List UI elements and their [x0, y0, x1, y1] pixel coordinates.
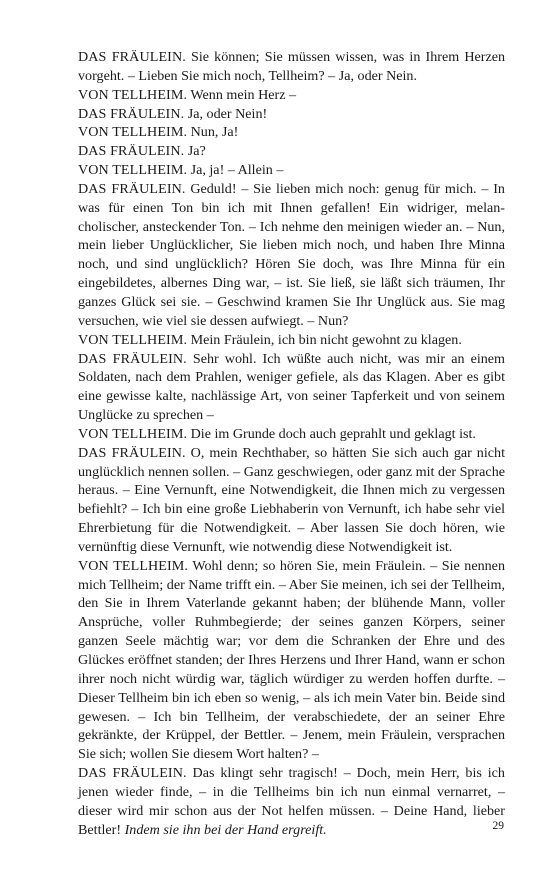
speech-text: Sehr wohl. Ich wüßte auch nicht, was mir an einem Soldaten, nach dem Prahlen, weniger gefiele, als das Klagen. Aber es gibt eine gewisse kalte, nachlässige Art, von seiner Tapferkeit und von seinem Unglücke zu sprechen – [78, 350, 506, 424]
speaker-name: DAS FRÄULEIN. [78, 350, 187, 367]
speech-6 [78, 180, 505, 331]
speaker-name: DAS FRÄULEIN. [78, 180, 186, 197]
speaker-name: DAS FRÄULEIN. [78, 143, 185, 160]
speech-0 [78, 48, 505, 86]
speech-text: Nun, Ja! [190, 124, 239, 141]
speaker-name: VON TELLHEIM. [78, 331, 188, 348]
speaker-name: DAS FRÄULEIN. [78, 765, 187, 782]
speech-7 [78, 331, 505, 350]
speech-text: O, mein Rechthaber, so hätten Sie sich auch gar nicht unglücklich nennen sollen. – Ganz geschwiegen, oder ganz mit der Sprache heraus. – Eine Vernunft, eine Notwendigkeit, die Ihnen mich zu vergessen befiehlt? – Ich bin eine große Liebhaberin von Vernunft, ich habe sehr viel Ehrerbietung für die Notwendigkeit. – Aber lassen Sie doch hören, wie vernünftig diese Vernunft, wie notwendig diese Notwendigkeit ist. [78, 444, 505, 555]
speaker-name: DAS FRÄULEIN. [78, 105, 185, 122]
speech-text: Wohl denn; so hören Sie, mein Fräulein. – Sie nennen mich Tellheim; der Name trifft ein. – Aber Sie meinen, ich sei der Tellheim, den Sie in Ihrem Vaterlande gekannt haben; der blühende Mann, voller Ansprüche, voller Ruhmbegierde; der seines ganzen Körpers, seiner ganzen Seele mächtig war; vor dem die Schranken der Ehre und des Glückes eröffnet standen; der Ihres Herzens und Ihrer Hand, wann er schon ihrer noch nicht würdig war, täglich würdiger zu werden hoffen durfte. – Dieser Tellheim bin ich eben so wenig, – als ich mein Vater bin. Beide sind gewesen. – Ich bin Tellheim, der verabschiedete, der an seiner Ehre gekränkte, der Krüppel, der Bettler. – Jenem, mein Fräulein, versprachen Sie sich; wollen Sie diesem Wort halten? – [78, 557, 505, 763]
speaker-name: VON TELLHEIM. [78, 124, 188, 141]
speech-10 [78, 444, 505, 557]
speech-1 [78, 86, 505, 105]
speech-text: Sie können; Sie müssen wissen, was in Ihrem Herzen vorgeht. – Lieben Sie mich noch, Tellheim? – Ja, oder Nein. [78, 49, 506, 84]
speaker-name: VON TELLHEIM. [78, 86, 188, 103]
speaker-name: VON TELLHEIM. [78, 557, 189, 574]
speech-text: Geduld! – Sie lieben mich noch: genug für mich. – In was für einen Ton bin ich mit Ihnen gefallen! Ein widriger, melancholischer, ansteckender Ton. – Ich nehme den meinigen wieder an. – Nun, mein lieber Unglücklicher, Sie lieben mich noch, und haben Ihre Minna noch, und sind unglücklich? Hören Sie doch, was Ihre Minna für ein eingebildetes, albernes Ding war, – ist. Sie ließ, sie läßt sich träumen, Ihr ganzes Glück sei sie. – Geschwind kramen Sie Ihr Unglück aus. Sie mag versuchen, wie viel sie dessen aufwiegt. – Nun? [78, 180, 505, 329]
speaker-name: VON TELLHEIM. [78, 425, 188, 442]
speech-2 [78, 105, 505, 124]
page-number: 29 [492, 820, 504, 832]
speech-12 [78, 764, 505, 839]
speech-9 [78, 425, 505, 444]
speaker-name: VON TELLHEIM. [78, 162, 188, 179]
speech-4 [78, 142, 505, 161]
speech-text: Das klingt sehr tragisch! – Doch, mein Herr, bis ich jenen wieder finde, – in die Tellheims bin ich nun einmal vernarret, – dieser wird mir schon aus der Not helfen müssen. – Deine Hand, lieber Bettler! [78, 765, 505, 838]
speech-8 [78, 350, 505, 425]
speech-5 [78, 161, 505, 180]
play-text [78, 48, 505, 839]
speech-text: Mein Fräulein, ich bin nicht gewohnt zu klagen. [190, 331, 462, 348]
stage-direction: Indem sie ihn bei der Hand ergreift. [124, 821, 327, 838]
speech-11 [78, 557, 505, 764]
speech-text: Ja, ja! – Allein – [190, 162, 284, 179]
speech-text: Die im Grunde doch auch geprahlt und geklagt ist. [190, 425, 476, 442]
speaker-name: DAS FRÄULEIN. [78, 49, 186, 65]
speech-text: Ja? [187, 143, 206, 160]
speaker-name: DAS FRÄULEIN. [78, 444, 186, 461]
speech-text: Wenn mein Herz – [190, 86, 297, 103]
speech-3 [78, 123, 505, 142]
speech-text: Ja, oder Nein! [187, 105, 268, 122]
